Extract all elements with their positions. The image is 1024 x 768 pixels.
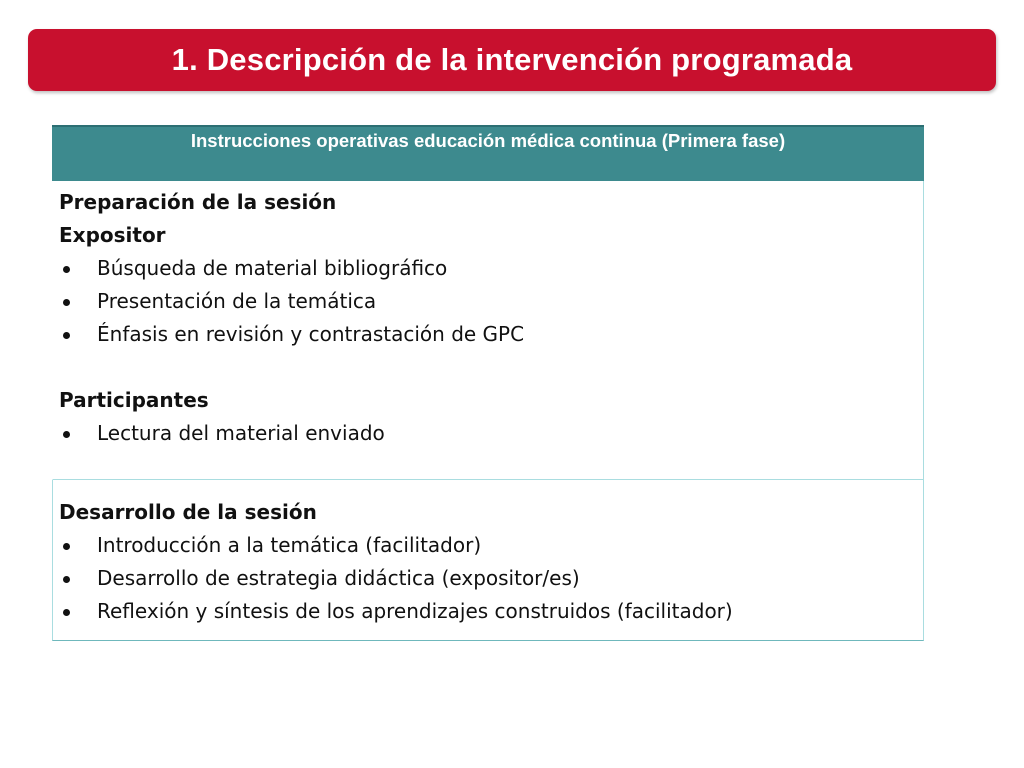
list-item-text: Presentación de la temática: [97, 289, 377, 313]
spacer: [59, 351, 923, 384]
list-item: [59, 318, 923, 351]
bullet-icon: [63, 431, 70, 438]
bullet-icon: [63, 332, 70, 339]
preparation-section: [52, 181, 924, 480]
preparation-heading: Preparación de la sesión: [59, 190, 337, 214]
list-item-text: Lectura del material enviado: [97, 421, 385, 445]
bullet-icon: [63, 299, 70, 306]
table-header: [52, 125, 924, 181]
instructions-table: [52, 125, 924, 641]
development-section: [52, 480, 924, 641]
list-item: [59, 252, 923, 285]
list-item: [59, 417, 923, 450]
bullet-icon: [63, 609, 70, 616]
participants-heading: Participantes: [59, 388, 209, 412]
bullet-icon: [63, 266, 70, 273]
list-item-text: Reflexión y síntesis de los aprendizajes construidos (facilitador): [97, 599, 733, 623]
slide-title-bar: [28, 29, 996, 91]
list-item: [59, 285, 923, 318]
list-item-text: Énfasis en revisión y contrastación de GPC: [97, 322, 525, 346]
list-item: [59, 529, 923, 562]
slide-title: 1. Descripción de la intervención programada: [171, 42, 853, 77]
bullet-icon: [63, 576, 70, 583]
list-item-text: Búsqueda de material bibliográfico: [97, 256, 448, 280]
development-heading: Desarrollo de la sesión: [59, 500, 317, 524]
list-item-text: Desarrollo de estrategia didáctica (expositor/es): [97, 566, 580, 590]
table-header-text: Instrucciones operativas educación médica continua (Primera fase): [190, 130, 786, 151]
list-item: [59, 595, 923, 628]
list-item: [59, 562, 923, 595]
list-item-text: Introducción a la temática (facilitador): [97, 533, 482, 557]
expositor-heading: Expositor: [59, 223, 166, 247]
bullet-icon: [63, 543, 70, 550]
